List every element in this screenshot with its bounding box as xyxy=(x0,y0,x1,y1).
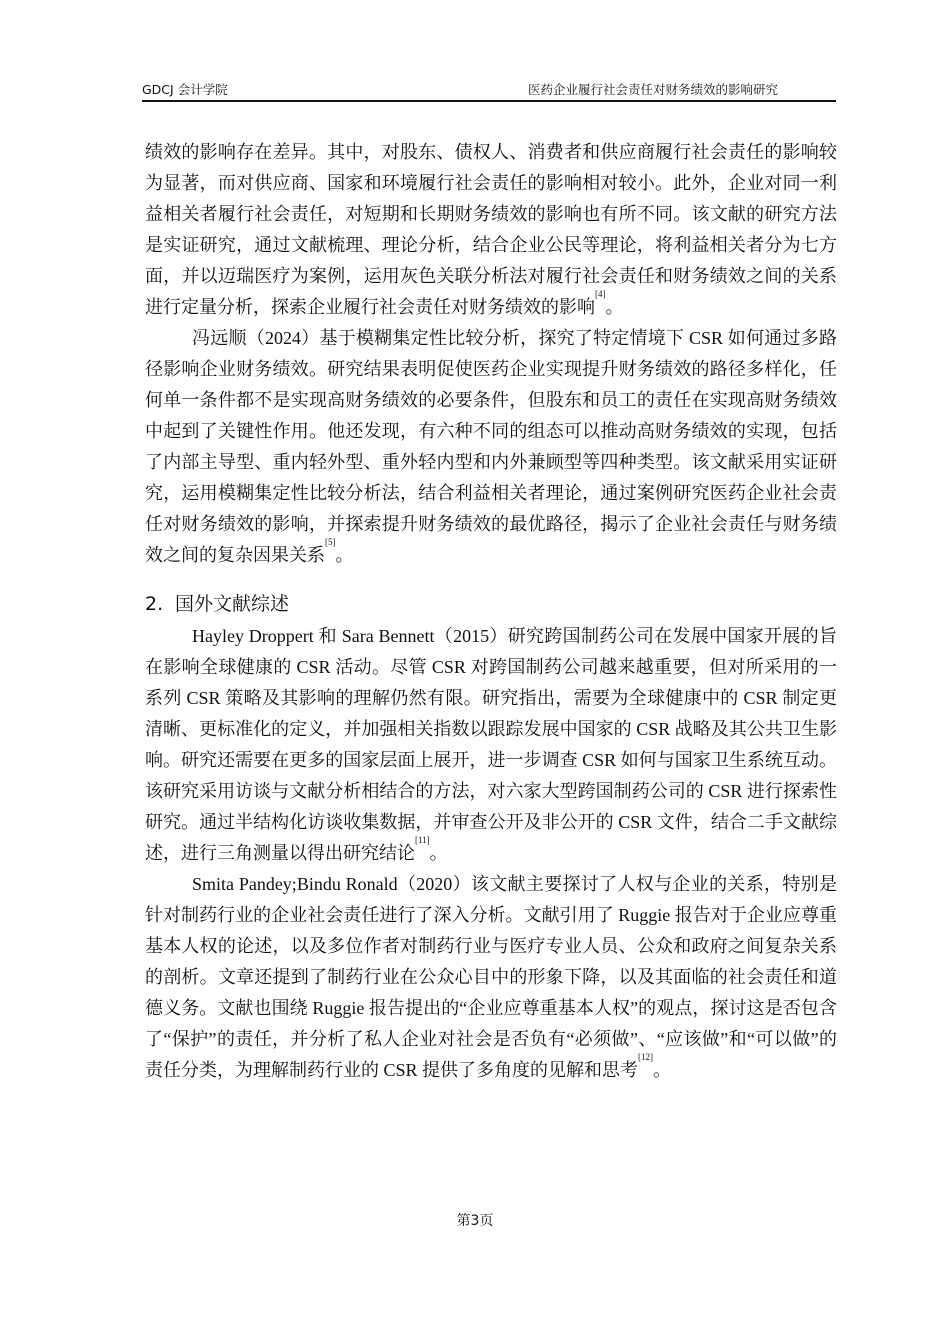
header-document-title: 医药企业履行社会责任对财务绩效的影响研究 xyxy=(527,82,778,97)
paragraph-text: 绩效的影响存在差异。其中，对股东、债权人、消费者和供应商履行社会责任的影响较为显著，而对供应商、国家和环境履行社会责任的影响相对较小。此外，企业对同一利益相关者履行社会责任，对短期和长期财务绩效的影响也有所不同。该文献的研究方法是实证研究，通过文献梳理、理论分析，结合企业公民等理论，将利益相关者分为七方面，并以迈瑞医疗为案例，运用灰色关联分析法对履行社会责任和财务绩效之间的关系进行定量分析，探索企业履行社会责任对财务绩效的影响 xyxy=(145,142,837,317)
header-institution: GDCJ 会计学院 xyxy=(142,82,228,97)
section-heading-foreign-review xyxy=(145,589,837,619)
paragraph-feng-yuanshun xyxy=(145,323,837,571)
paragraph-text: 冯远顺（2024）基于模糊集定性比较分析，探究了特定情境下 CSR 如何通过多路径影响企业财务绩效。研究结果表明促使医药企业实现提升财务绩效的路径多样化，任何单一条件都不是实现高财务绩效的必要条件，但股东和员工的责任在实现高财务绩效中起到了关键性作用。他还发现，有六种不同的组态可以推动高财务绩效的实现，包括了内部主导型、重内轻外型、重外轻内型和内外兼顾型等四种类型。该文献采用实证研究，运用模糊集定性比较分析法，结合利益相关者理论，通过案例研究医药企业社会责任对财务绩效的影响，并探索提升财务绩效的最优路径，揭示了企业社会责任与财务绩效之间的复杂因果关系 xyxy=(145,328,837,565)
page-header xyxy=(142,78,836,100)
paragraph-domestic-review-continued xyxy=(145,137,837,323)
paragraph-pandey-ronald xyxy=(145,869,837,1086)
paragraph-end: 。 xyxy=(335,545,354,565)
paragraph-end: 。 xyxy=(605,297,624,317)
paragraph-text: Smita Pandey;Bindu Ronald（2020）该文献主要探讨了人权与企业的关系，特别是针对制药行业的企业社会责任进行了深入分析。文献引用了 Ruggie 报告对于企业应尊重基本人权的论述，以及多位作者对制药行业与医疗专业人员、公众和政府之间复杂关系的剖析。文章还提到了制药行业在公众心目中的形象下降，以及其面临的社会责任和道德义务。文献也围绕 Ruggie 报告提出的“企业应尊重基本人权”的观点，探讨这是否包含了“保护”的责任，并分析了私人企业对社会是否负有“必须做”、“应该做”和“可以做”的责任分类，为理解制药行业的 CSR 提供了多角度的见解和思考 xyxy=(145,874,837,1080)
paragraph-text: Hayley Droppert 和 Sara Bennett（2015）研究跨国制药公司在发展中国家开展的旨在影响全球健康的 CSR 活动。尽管 CSR 对跨国制药公司越来越重要，但对所采用的一系列 CSR 策略及其影响的理解仍然有限。研究指出，需要为全球健康中的 CSR 制定更清晰、更标准化的定义，并加强相关指数以跟踪发展中国家的 CSR 战略及其公共卫生影响。研究还需要在更多的国家层面上展开，进一步调查 CSR 如何与国家卫生系统互动。该研究采用访谈与文献分析相结合的方法，对六家大型跨国制药公司的 CSR 进行探索性研究。通过半结构化访谈收集数据，并审查公开及非公开的 CSR 文件，结合二手文献综述，进行三角测量以得出研究结论 xyxy=(145,626,837,863)
citation-4: [4] xyxy=(595,289,606,299)
section-number: 2. xyxy=(145,593,164,615)
citation-11: [11] xyxy=(415,835,430,845)
citation-5: [5] xyxy=(325,537,336,547)
section-title: 国外文献综述 xyxy=(175,593,290,615)
paragraph-droppert-bennett xyxy=(145,621,837,869)
citation-12: [12] xyxy=(638,1052,654,1062)
header-divider xyxy=(142,100,836,102)
page-number: 第3页 xyxy=(456,1213,494,1229)
document-body xyxy=(145,137,837,1086)
paragraph-end: 。 xyxy=(429,843,448,863)
paragraph-end: 。 xyxy=(653,1060,672,1080)
